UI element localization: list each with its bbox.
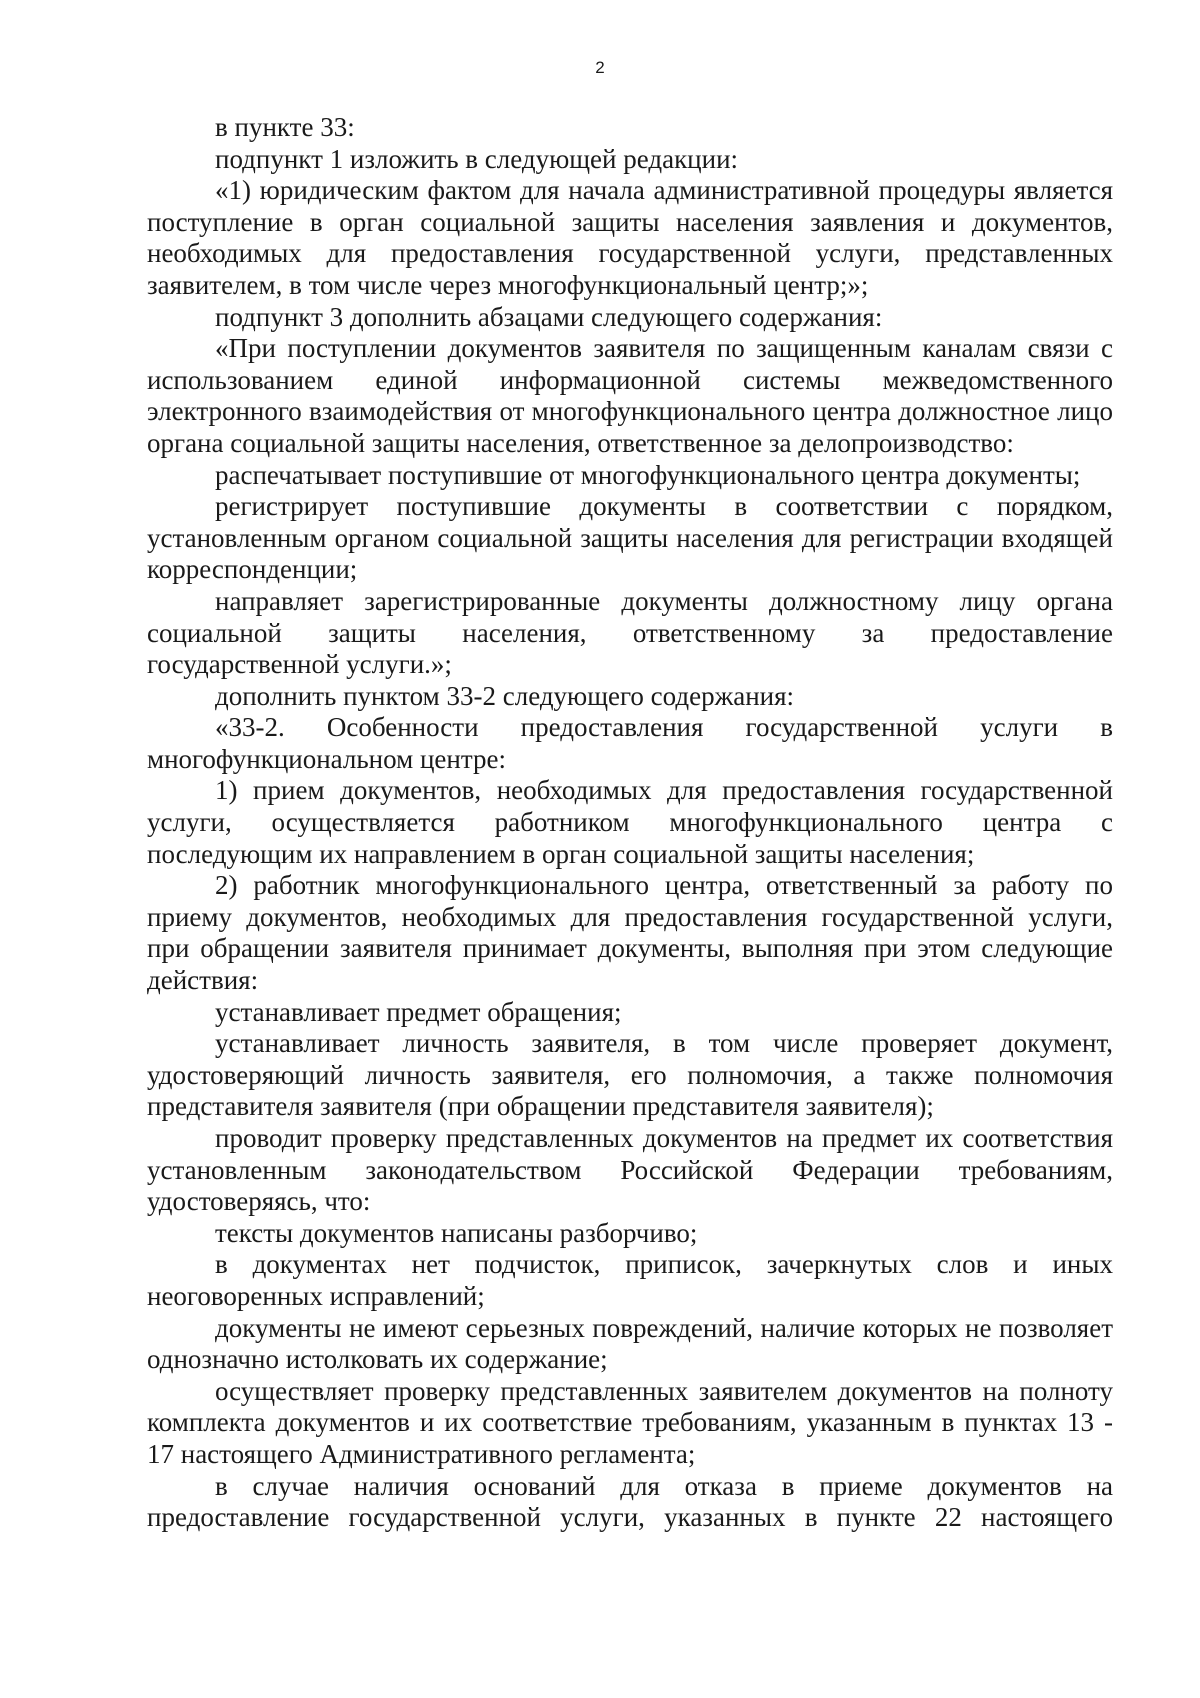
paragraph: регистрирует поступившие документы в соответствии с порядком, установленным органом социальной защиты населения для регистрации входящей корреспонденции; (147, 491, 1113, 585)
paragraph: подпункт 3 дополнить абзацами следующего содержания: (215, 301, 883, 332)
paragraph-continued: в случае наличия оснований для отказа в приеме документов на предоставление государственной услуги, указанных в пункте 22 настоящего (147, 1470, 1113, 1533)
paragraph: подпункт 1 изложить в следующей редакции: (215, 143, 739, 174)
paragraph: устанавливает личность заявителя, в том числе проверяет документ, удостоверяющий личность заявителя, его полномочия, а также полномочия представителя заявителя (при обращении представителя заявителя); (147, 1028, 1113, 1122)
page-number: 2 (595, 58, 605, 77)
paragraph: 2) работник многофункционального центра, ответственный за работу по приему документов, необходимых для предоставления государственной услуги, при обращении заявителя принимает документы, выполняя при этом следующие действия: (147, 870, 1113, 996)
paragraph: «При поступлении документов заявителя по защищенным каналам связи с использованием единой информационной системы межведомственного электронного взаимодействия от многофункционального центра должностное лицо органа социальной защиты населения, ответственное за делопроизводство: (147, 333, 1113, 458)
paragraph: документы не имеют серьезных повреждений, наличие которых не позволяет однозначно истолковать их содержание; (147, 1312, 1113, 1375)
paragraph: направляет зарегистрированные документы должностному лицу органа социальной защиты населения, ответственному за предоставление государственной услуги.»; (147, 585, 1113, 680)
paragraph: в документах нет подчисток, приписок, зачеркнутых слов и иных неоговоренных исправлений; (147, 1249, 1113, 1311)
paragraph: осуществляет проверку представленных заявителем документов на полноту комплекта документов и их соответствие требованиям, указанным в пунктах 13 - 17 настоящего Административного регламента; (147, 1375, 1113, 1469)
paragraph: 1) прием документов, необходимых для предоставления государственной услуги, осуществляется работником многофункционального центра с последующим их направлением в орган социальной защиты населения; (147, 775, 1113, 869)
paragraph: «1) юридическим фактом для начала административной процедуры является поступление в орган социальной защиты населения заявления и документов, необходимых для предоставления государственной услуги, представленных заявителем, в том числе через многофункциональный центр;»; (147, 175, 1113, 300)
paragraph: в пункте 33: (215, 112, 355, 142)
paragraph: «33-2. Особенности предоставления государственной услуги в многофункциональном центре: (147, 712, 1113, 774)
document-body (147, 112, 1113, 1534)
paragraph: тексты документов написаны разборчиво; (215, 1217, 698, 1248)
paragraph: устанавливает предмет обращения; (215, 996, 622, 1027)
paragraph: распечатывает поступившие от многофункционального центра документы; (215, 459, 1081, 490)
paragraph: дополнить пунктом 33-2 следующего содержания: (215, 680, 795, 711)
paragraph: проводит проверку представленных документов на предмет их соответствия установленным законодательством Российской Федерации требованиям, удостоверяясь, что: (147, 1123, 1113, 1217)
